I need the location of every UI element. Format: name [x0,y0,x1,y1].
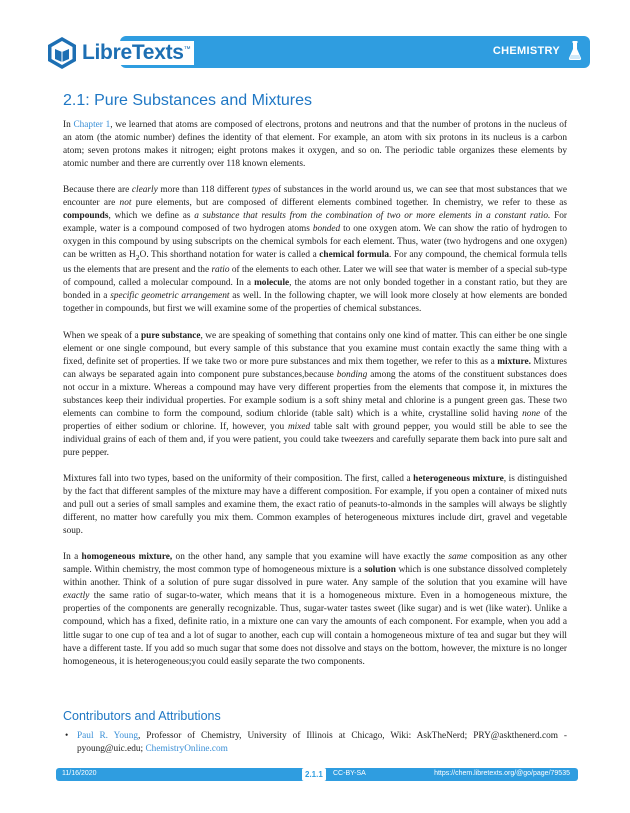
footer-date: 11/16/2020 [62,770,97,777]
text-run: When we speak of a [63,330,141,341]
flask-icon [568,41,582,61]
contributors-list [63,730,567,756]
term-pure-substance: pure substance [140,330,201,341]
text-run: , Professor of Chemistry, University of Illinois at Chicago, Wiki: AskTheNerd; PRY@askthenerd.com - pyoung@uic.edu; [77,731,568,754]
text-run: , is distinguished by the fact that different samples of the mixture may have a different composition. For example, if you open a container of mixed nuts and pull out a series of small samples and examine them, the exact ratio of peanuts-to-almonds in the samples will always be slightly different, no matter how carefully you mix them. Common examples of heterogeneous mixtures include dirt, gravel and vegetable soup. [63,473,567,537]
text-run: , which we define as [108,211,195,222]
chapter-1-link[interactable]: Chapter 1 [73,120,111,130]
text-run: of substances in the world around us, we can see that most substances that we encounter are [63,185,568,209]
contributors-heading: Contributors and Attributions [63,709,221,723]
subject-label[interactable]: CHEMISTRY [492,45,560,57]
emphasis: bonding [336,369,368,380]
libretexts-logo[interactable] [46,36,194,70]
text-run: table salt with ground pepper, you would still be able to see the individual grains of each of them and, if you were patient, you could take tweezers and carefully separate them back into pure salt and pure pepper. [63,421,567,458]
term-chemical-formula: chemical formula [319,250,389,261]
text-run: Mixtures fall into two types, based on the uniformity of their composition. The first, called a [63,473,414,484]
page-title: 2.1: Pure Substances and Mixtures [63,92,313,109]
chemistryonline-link[interactable]: ChemistryOnline.com [145,744,228,754]
author-link[interactable]: Paul R. Young [77,731,138,741]
emphasis: clearly [131,185,158,196]
text-run: composition as any other sample. Within chemistry, the most common type of homogeneous mixture is a [63,552,567,576]
libretexts-hex-book-icon [46,36,78,70]
text-run: among the atoms of the constituent substances does not occur in a mixture. Whereas a compound may have very different properties from the elements that compose it, in mixtures the substances keep their individual properties. For example sodium is a soft shiny metal and chlorine is a pungent green gas. These two elements can combine to form the compound, sodium chloride (table salt) which is a white, crystalline solid having [63,369,567,419]
footer-license: CC-BY-SA [333,770,366,777]
definition-compound: a substance that results from the combination of two or more elements in a constant ratio. [194,211,551,222]
text-run: Mixtures can always be separated again into component pure substances,because [63,356,567,380]
list-item [63,730,567,756]
emphasis: same [448,552,468,563]
term-solution: solution [364,565,396,576]
term-molecule: molecule [254,278,290,289]
term-mixture: mixture. [497,356,531,367]
text-run: which is one substance dissolved completely within another. Think of a solution of pure sugar dissolved in pure water. Any sample of the solution that you examine will have [63,565,567,589]
emphasis: mixed [287,421,311,432]
emphasis: ratio [211,265,230,276]
page-footer [56,768,578,781]
text-run: In [63,120,74,130]
text-run: on the other hand, any sample that you examine will have exactly the [172,552,449,563]
term-heterogeneous-mixture: heterogeneous mixture [413,473,504,484]
text-run: , we learned that atoms are composed of electrons, protons and neutrons and that the number of protons in the nucleus of an atom (the atomic number) defines the identity of that element. For example, an atom with six protons in its nucleus is a carbon atom; seven protons makes it nitrogen; eight protons makes it oxygen, and so on. The periodic table organizes these elements by atomic number and there are currently over 118 known elements. [63,120,568,170]
text-run: the same ratio of sugar-to-water, which means that it is a homogeneous mixture. Even in a homogeneous mixture, the properties of the components are generally recognizable. Thus, sugar-water tastes sweet (like sugar) and is wet (like water). Unlike a compound, which has a fixed, definite ratio, in a mixture one can vary the amounts of each component. For example, when you add a little sugar to one cup of tea and a lot of sugar to another, each cup will contain a homogeneous mixture of tea and sugar but they will have a different taste. If you add so much sugar that some does not dissolve and stays on the bottom, however, the mixture is no longer homogeneous, it is heterogeneous;you could easily separate the two components. [63,591,567,667]
text-run: of the properties of either sodium or chlorine. If, however, you [63,408,567,432]
term-compounds: compounds [63,211,109,222]
logo-trademark: ™ [183,46,191,53]
text-run: to one oxygen atom. We can show the ratio of hydrogen to oxygen in this compound by using subscripts on the chemical symbols for each element. Thus, water (two hydrogens and one oxygen) can be written as H [63,224,567,261]
emphasis: types [251,185,271,196]
page-header [0,0,630,70]
text-run: as well. In the following chapter, we will look more closely at how elements are bonded together in compounds, but first we will examine some of the properties of chemical substances. [63,291,568,315]
text-run: For example, water is a compound composed of two hydrogen atoms [63,211,567,235]
text-run: . For any compound, the chemical formula tells us the elements that are present and the [63,250,568,276]
emphasis: bonded [312,224,341,235]
subscript: 2 [135,253,140,263]
paragraph-pure-substance [63,330,567,460]
text-run: O. This shorthand notation for water is called a [139,250,320,261]
text-run: pure elements, but are composed of different elements combined together. In chemistry, we refer to these as [131,198,567,209]
text-run: In a [63,552,82,563]
emphasis: none [522,408,541,419]
footer-url[interactable]: https://chem.libretexts.org/@go/page/79535 [434,770,570,777]
term-homogeneous-mixture: homogeneous mixture, [81,552,173,563]
text-run: , we are speaking of something that contains only one kind of matter. This can either be one single element or one single compound, but every sample of this substance that you examine must contain exactly the same thing with a fixed, definite set of properties. If we take two or more pure substances and mix them together, we refer to this as a [63,330,567,367]
footer-page-number: 2.1.1 [302,768,326,781]
emphasis: exactly [63,591,90,602]
text-run: Because there are [63,185,132,196]
paragraph-compounds [63,184,567,316]
article-body [63,119,567,682]
logo-text: LibreTexts [82,41,184,64]
emphasis: specific geometric arrangement [110,291,230,302]
paragraph-intro [63,119,567,171]
text-run: of the elements to each other. Later we will see that water is member of a special sub-type of compound, called a molecular compound. In a [63,265,567,289]
bullet: • [65,731,69,741]
emphasis: not [119,198,132,209]
text-run: , the atoms are not only bonded together in a constant ratio, but they are bonded in a [63,278,567,302]
text-run: more than 118 different [157,185,252,196]
paragraph-heterogeneous [63,473,567,538]
paragraph-homogeneous [63,551,567,668]
